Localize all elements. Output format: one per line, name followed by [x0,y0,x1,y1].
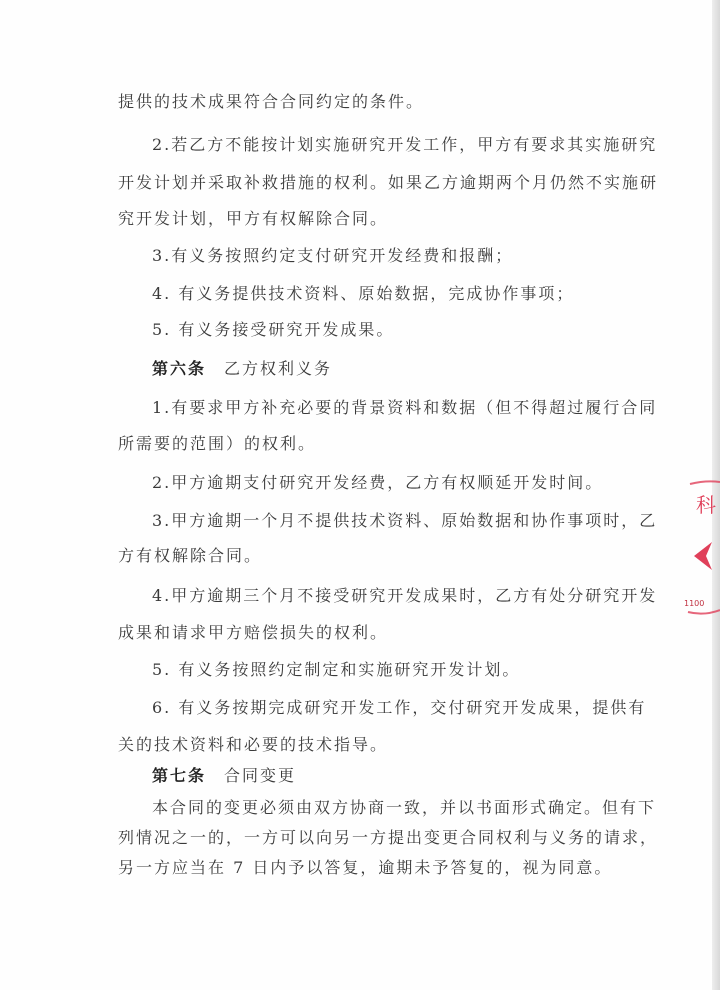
seal-code: 1100 [684,599,705,608]
text-line: 成果和请求甲方赔偿损失的权利。 [118,623,389,642]
article-7-heading [152,766,604,786]
text-line: 另一方应当在 7 日内予以答复，逾期未予答复的，视为同意。 [118,858,613,877]
text-line: 所需要的范围）的权利。 [118,434,317,453]
text-line: 关的技术资料和必要的技术指导。 [118,735,389,754]
text-line: 列情况之一的，一方可以向另一方提出变更合同权利与义务的请求， [118,828,659,847]
text-line: 究开发计划，甲方有权解除合同。 [118,209,389,228]
text-line: 3.有义务按照约定支付研究开发经费和报酬； [152,246,514,265]
text-line: 方有权解除合同。 [118,546,263,565]
seal-star-icon [694,542,712,570]
text-line: 5. 有义务接受研究开发成果。 [152,320,395,339]
text-line: 2.甲方逾期支付研究开发经费，乙方有权顺延开发时间。 [152,473,604,492]
text-line: 开发计划并采取补救措施的权利。如果乙方逾期两个月仍然不实施研 [118,173,659,192]
article-6-heading [152,359,604,379]
article-title: 乙方权利义务 [224,359,333,378]
text-line: 5. 有义务按照约定制定和实施研究开发计划。 [152,660,521,679]
text-line: 4. 有义务提供技术资料、原始数据，完成协作事项； [152,284,575,303]
seal-character: 科 [696,493,716,517]
text-line: 1.有要求甲方补充必要的背景资料和数据（但不得超过履行合同 [152,398,658,417]
official-seal-stamp [676,470,720,620]
article-number: 第六条 [152,359,207,378]
text-line: 2.若乙方不能按计划实施研究开发工作，甲方有要求其实施研究 [152,135,658,154]
text-line: 6. 有义务按期完成研究开发工作，交付研究开发成果，提供有 [152,698,647,717]
text-line: 本合同的变更必须由双方协商一致，并以书面形式确定。但有下 [152,798,657,817]
text-line: 3.甲方逾期一个月不提供技术资料、原始数据和协作事项时，乙 [152,511,658,530]
text-line: 4.甲方逾期三个月不接受研究开发成果时，乙方有处分研究开发 [152,586,658,605]
article-title: 合同变更 [224,766,297,785]
text-line: 提供的技术成果符合合同约定的条件。 [118,92,425,111]
article-number: 第七条 [152,766,207,785]
